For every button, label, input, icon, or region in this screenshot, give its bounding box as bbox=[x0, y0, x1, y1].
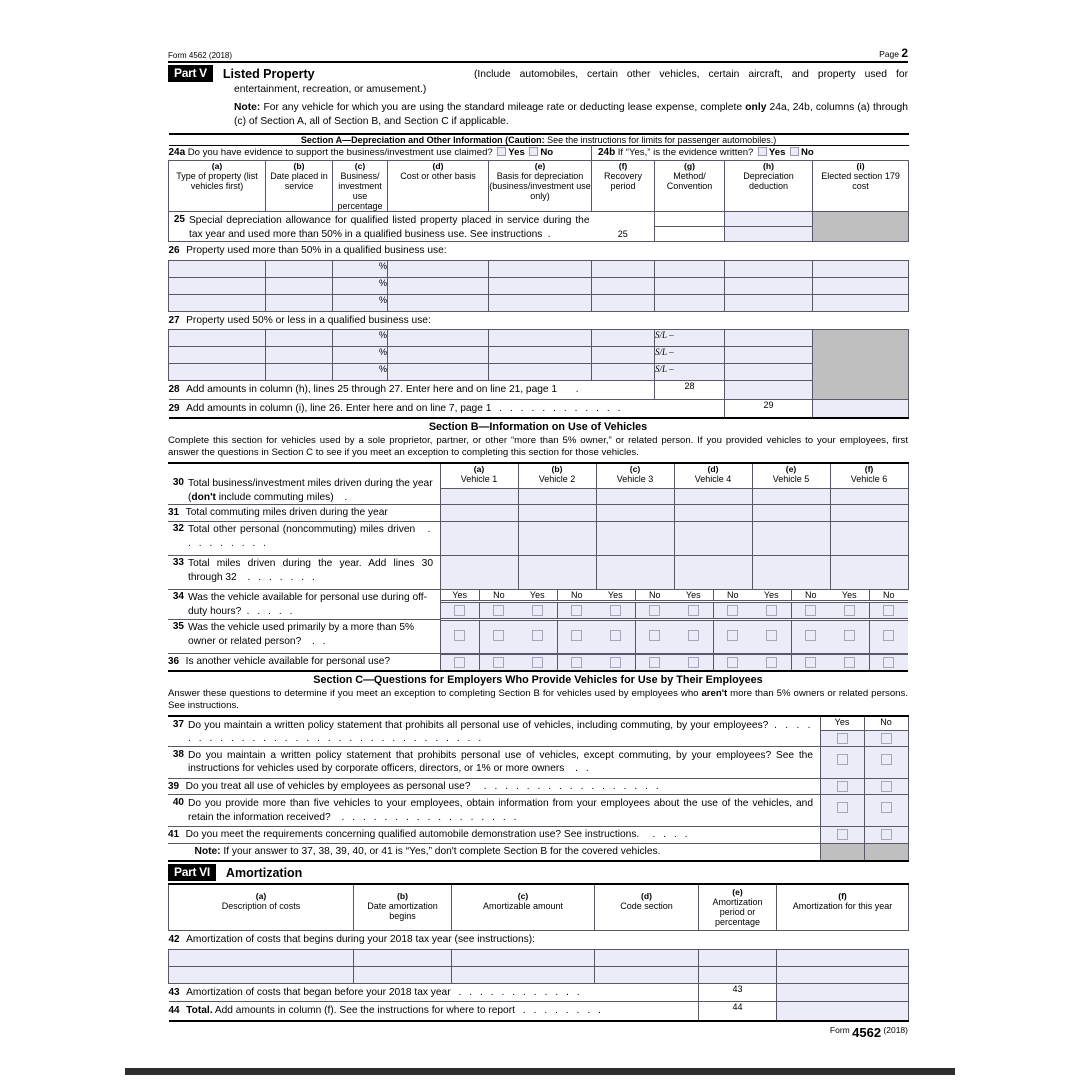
cell-26b[interactable] bbox=[266, 294, 333, 311]
line-31-row bbox=[168, 505, 908, 522]
line-43-amount[interactable] bbox=[777, 983, 909, 1002]
line-36-v6-yes[interactable] bbox=[830, 654, 869, 670]
cell-27c[interactable]: % bbox=[333, 364, 388, 381]
part-vi-title: Amortization bbox=[225, 865, 303, 880]
line-25-g bbox=[655, 212, 725, 227]
line-24a: 24a Do you have evidence to support the business/investment use claimed? Yes No bbox=[169, 146, 592, 161]
line-29-row bbox=[169, 399, 909, 418]
line-26-entry-row bbox=[169, 277, 909, 294]
cell-26f[interactable] bbox=[592, 294, 655, 311]
amort-col-b: (b) Date amortization begins bbox=[354, 884, 452, 931]
vehicle-header-4: (d) Vehicle 4 bbox=[674, 463, 752, 489]
line-29-text: 29 Add amounts in column (i), line 26. Enter here and on line 7, page 1 . . . . . . . . . . . . bbox=[169, 399, 725, 418]
cell-27h[interactable] bbox=[725, 347, 813, 364]
line-34-v2-yes[interactable] bbox=[518, 602, 557, 618]
amort-cell-a[interactable] bbox=[169, 949, 354, 966]
line-34-v4-no[interactable] bbox=[713, 602, 752, 618]
line-36-v2-no[interactable] bbox=[557, 654, 596, 670]
line-35-v2-yes[interactable] bbox=[518, 620, 557, 653]
line-32-text: 32 Total other personal (noncommuting) miles driven . . . . . . . . . bbox=[168, 522, 440, 556]
part-v-title: Listed Property bbox=[222, 66, 315, 81]
cell-27b[interactable] bbox=[266, 330, 333, 347]
page-indicator: Page 2 bbox=[879, 46, 908, 60]
line-38-row bbox=[168, 746, 908, 778]
line-30-v4[interactable] bbox=[674, 489, 752, 505]
line-33-v1[interactable] bbox=[440, 556, 518, 590]
line-25-text: 25 Special depreciation allowance for qualified listed property placed in service during the tax year and used more than 50% in a qualified business use. See instructions . bbox=[169, 212, 592, 242]
cell-26e[interactable] bbox=[489, 277, 592, 294]
cell-27c[interactable]: % bbox=[333, 347, 388, 364]
line-41-row bbox=[168, 827, 908, 844]
cell-27a[interactable] bbox=[169, 330, 266, 347]
line-27-i-shaded bbox=[813, 330, 909, 400]
column-header-b: (b) Date placed in service bbox=[266, 161, 333, 212]
line-24b: 24b If “Yes,” is the evidence written? Yes No bbox=[592, 146, 909, 161]
cell-26d[interactable] bbox=[388, 260, 489, 277]
section-b-intro: Complete this section for vehicles used by a sole proprietor, partner, or other “more than 5% owner,” or related person. If you provided vehicles to your employees, first answer the questions in Section C to see if you meet an exception to completing this section for those vehicles. bbox=[168, 435, 908, 458]
cell-26b[interactable] bbox=[266, 260, 333, 277]
cell-26h[interactable] bbox=[725, 294, 813, 311]
line-35-v6-yes[interactable] bbox=[830, 620, 869, 653]
cell-27b[interactable] bbox=[266, 364, 333, 381]
column-header-i: (i) Elected section 179 cost bbox=[813, 161, 909, 212]
cell-27g-sl[interactable]: S/L – bbox=[655, 347, 725, 364]
cell-27a[interactable] bbox=[169, 347, 266, 364]
line-37-text: 37 Do you maintain a written policy statement that prohibits all personal use of vehicles, including commuting, by your employees? . . . . . . . . . . . . . . . . . . . . . . . . . . . . . . . . bbox=[168, 716, 820, 747]
section-a-table bbox=[168, 133, 909, 419]
line-30-v3[interactable] bbox=[596, 489, 674, 505]
page-header bbox=[168, 46, 908, 61]
amort-cell-d[interactable] bbox=[595, 966, 699, 983]
amort-cell-a[interactable] bbox=[169, 966, 354, 983]
line-34-v1-no[interactable] bbox=[479, 602, 518, 618]
line-25-i-shaded bbox=[813, 212, 909, 242]
cell-26c[interactable]: % bbox=[333, 260, 388, 277]
line-36-text: 36 Is another vehicle available for personal use? bbox=[168, 654, 440, 671]
line-25-g-cont bbox=[655, 227, 725, 242]
line-37-no[interactable] bbox=[864, 730, 908, 746]
line-36-row bbox=[168, 654, 908, 671]
amort-cell-b[interactable] bbox=[354, 949, 452, 966]
cell-27d[interactable] bbox=[388, 364, 489, 381]
line-33-v4[interactable] bbox=[674, 556, 752, 590]
cell-26i[interactable] bbox=[813, 277, 909, 294]
line-32-v1[interactable] bbox=[440, 522, 518, 556]
line-34-v5-yes[interactable] bbox=[752, 602, 791, 618]
line-43-row bbox=[169, 983, 909, 1002]
column-header-f: (f) Recovery period bbox=[592, 161, 655, 212]
line-43-box: 43 bbox=[699, 983, 777, 1002]
cell-27f[interactable] bbox=[592, 330, 655, 347]
cell-27h[interactable] bbox=[725, 330, 813, 347]
line-39-yes[interactable] bbox=[820, 778, 864, 795]
vehicle-header-1: (a) Vehicle 1 bbox=[440, 463, 518, 489]
section-b-table bbox=[168, 462, 909, 672]
cell-26c[interactable]: % bbox=[333, 294, 388, 311]
cell-27g-sl[interactable]: S/L – bbox=[655, 330, 725, 347]
line-40-yes[interactable] bbox=[820, 795, 864, 827]
cell-26h[interactable] bbox=[725, 260, 813, 277]
section-c-note: Note: If your answer to 37, 38, 39, 40, or 41 is “Yes,” don't complete Section B for the covered vehicles. bbox=[168, 843, 820, 861]
line-43-text: 43 Amortization of costs that began before your 2018 tax year . . . . . . . . . . . . bbox=[169, 983, 699, 1002]
section-c-table bbox=[168, 715, 909, 863]
line-42-entry-row bbox=[169, 966, 909, 983]
line-29-box: 29 bbox=[725, 399, 813, 418]
form-id-label: Form 4562 (2018) bbox=[168, 51, 233, 60]
vehicle-header-6: (f) Vehicle 6 bbox=[830, 463, 908, 489]
page-bottom-bar bbox=[125, 1068, 955, 1075]
no-label-v1: No bbox=[479, 590, 518, 601]
line-32-v5[interactable] bbox=[752, 522, 830, 556]
line-34-text: 34 Was the vehicle available for personal use during off-duty hours? . . . . . bbox=[168, 590, 440, 620]
line-44-box: 44 bbox=[699, 1002, 777, 1021]
cell-27e[interactable] bbox=[489, 364, 592, 381]
line-27-entry-row bbox=[169, 330, 909, 347]
line-41-yes[interactable] bbox=[820, 827, 864, 844]
line-28-amount[interactable] bbox=[725, 381, 813, 400]
cell-27c[interactable]: % bbox=[333, 330, 388, 347]
cell-26e[interactable] bbox=[489, 294, 592, 311]
column-header-e: (e) Basis for depreciation (business/investment use only) bbox=[489, 161, 592, 212]
vehicle-header-2: (b) Vehicle 2 bbox=[518, 463, 596, 489]
line-26-entry-row bbox=[169, 294, 909, 311]
line-31-v5[interactable] bbox=[752, 505, 830, 522]
line-30-v6[interactable] bbox=[830, 489, 908, 505]
part-vi-bar bbox=[168, 862, 908, 881]
no-label-v5: No bbox=[791, 590, 830, 601]
cell-26a[interactable] bbox=[169, 277, 266, 294]
cell-26g[interactable] bbox=[655, 277, 725, 294]
no-label-v6: No bbox=[869, 590, 908, 601]
checkbox-24b-no[interactable] bbox=[790, 147, 799, 156]
line-44-amount[interactable] bbox=[777, 1002, 909, 1021]
line-36-v3-no[interactable] bbox=[635, 654, 674, 670]
line-35-v3-no[interactable] bbox=[635, 620, 674, 653]
cell-26i[interactable] bbox=[813, 260, 909, 277]
cell-26a[interactable] bbox=[169, 294, 266, 311]
cell-27g-sl[interactable]: S/L – bbox=[655, 364, 725, 381]
line-25-h[interactable] bbox=[725, 212, 813, 227]
line-34-v1-yes[interactable] bbox=[441, 602, 480, 618]
line-31-text: 31 Total commuting miles driven during the year bbox=[168, 505, 440, 522]
form-4562-page-2 bbox=[168, 46, 908, 1040]
line-35-v6-no[interactable] bbox=[869, 620, 908, 653]
cell-26g[interactable] bbox=[655, 260, 725, 277]
note-shaded-yes bbox=[820, 843, 864, 861]
amort-cell-d[interactable] bbox=[595, 949, 699, 966]
column-header-d: (d) Cost or other basis bbox=[388, 161, 489, 212]
cell-27f[interactable] bbox=[592, 347, 655, 364]
line-32-v2[interactable] bbox=[518, 522, 596, 556]
line-37-yes[interactable] bbox=[820, 730, 864, 746]
cell-26f[interactable] bbox=[592, 277, 655, 294]
section-c-no-label: No bbox=[864, 716, 908, 731]
part-vi-table bbox=[168, 883, 909, 1022]
line-31-v4[interactable] bbox=[674, 505, 752, 522]
column-header-g: (g) Method/ Convention bbox=[655, 161, 725, 212]
line-34-v2-no[interactable] bbox=[557, 602, 596, 618]
line-32-v3[interactable] bbox=[596, 522, 674, 556]
line-30-v1[interactable] bbox=[440, 489, 518, 505]
line-36-v4-no[interactable] bbox=[713, 654, 752, 670]
cell-27d[interactable] bbox=[388, 347, 489, 364]
cell-26b[interactable] bbox=[266, 277, 333, 294]
checkbox-24a-no[interactable] bbox=[529, 147, 538, 156]
line-36-v5-yes[interactable] bbox=[752, 654, 791, 670]
line-44-text: 44 Total. Add amounts in column (f). See the instructions for where to report . . . . . . . . bbox=[169, 1002, 699, 1021]
cell-26d[interactable] bbox=[388, 277, 489, 294]
line-35-v5-no[interactable] bbox=[791, 620, 830, 653]
footer-form-word: Form bbox=[829, 1024, 850, 1035]
line-30-v2[interactable] bbox=[518, 489, 596, 505]
line-35-text: 35 Was the vehicle used primarily by a more than 5% owner or related person? . . bbox=[168, 620, 440, 654]
line-31-v1[interactable] bbox=[440, 505, 518, 522]
vehicle-header-5: (e) Vehicle 5 bbox=[752, 463, 830, 489]
cell-26g[interactable] bbox=[655, 294, 725, 311]
line-27-entry-row bbox=[169, 364, 909, 381]
line-40-text: 40 Do you provide more than five vehicles to your employees, obtain information from your employees about the use of the vehicles, and retain the information received? . . . . . . . . . . . . . . . . . bbox=[168, 795, 820, 827]
line-36-v5-no[interactable] bbox=[791, 654, 830, 670]
part-v-note: Note: For any vehicle for which you are using the standard mileage rate or deducting lease expense, complete only 24a, 24b, columns (a) through (c) of Section A, all of Section B, and Section C if applicable. bbox=[234, 102, 908, 127]
yes-label-v6: Yes bbox=[830, 590, 869, 601]
amort-col-f: (f) Amortization for this year bbox=[777, 884, 909, 931]
part-v-intro: (Include automobiles, certain other vehicles, certain aircraft, and property used for entertainment, recreation, or amusement.) bbox=[234, 69, 908, 95]
line-27-entry-row bbox=[169, 347, 909, 364]
checkbox-24b-yes[interactable] bbox=[758, 147, 767, 156]
yes-label-v2: Yes bbox=[518, 590, 557, 601]
line-31-v3[interactable] bbox=[596, 505, 674, 522]
cell-27f[interactable] bbox=[592, 364, 655, 381]
section-c-note-row bbox=[168, 843, 908, 861]
section-b-title: Section B—Information on Use of Vehicles bbox=[428, 421, 648, 433]
cell-26f[interactable] bbox=[592, 260, 655, 277]
line-36-v1-yes[interactable] bbox=[441, 654, 480, 670]
line-38-text: 38 Do you maintain a written policy statement that prohibits personal use of vehicles, except commuting, by your employees? See the instructions for vehicles used by corporate officers, directors, or 1% or more owners . . bbox=[168, 746, 820, 778]
amort-col-e: (e) Amortization period or percentage bbox=[699, 884, 777, 931]
line-35-v3-yes[interactable] bbox=[596, 620, 635, 653]
line-36-v1-no[interactable] bbox=[479, 654, 518, 670]
line-32-v4[interactable] bbox=[674, 522, 752, 556]
yes-label-v5: Yes bbox=[752, 590, 791, 601]
line-25-h-cont[interactable] bbox=[725, 227, 813, 242]
form-footer bbox=[168, 1022, 908, 1040]
amort-col-d: (d) Code section bbox=[595, 884, 699, 931]
line-33-text: 33 Total miles driven during the year. Add lines 30 through 32 . . . . . . . bbox=[168, 556, 440, 590]
line-33-v6[interactable] bbox=[830, 556, 908, 590]
line-42-entry-row bbox=[169, 949, 909, 966]
line-39-no[interactable] bbox=[864, 778, 908, 795]
line-25-box: 25 bbox=[592, 212, 655, 242]
line-31-v2[interactable] bbox=[518, 505, 596, 522]
line-35-v4-no[interactable] bbox=[713, 620, 752, 653]
yes-label-v4: Yes bbox=[674, 590, 713, 601]
line-40-row bbox=[168, 795, 908, 827]
line-34-v6-no[interactable] bbox=[869, 602, 908, 618]
line-33-v2[interactable] bbox=[518, 556, 596, 590]
amort-cell-c[interactable] bbox=[452, 966, 595, 983]
column-header-c: (c) Business/ investment use percentage bbox=[333, 161, 388, 212]
line-25-row bbox=[169, 212, 909, 227]
amort-cell-f[interactable] bbox=[777, 949, 909, 966]
line-42-label: 42 Amortization of costs that begins during your 2018 tax year (see instructions): bbox=[169, 931, 909, 950]
vehicle-header-3: (c) Vehicle 3 bbox=[596, 463, 674, 489]
column-header-h: (h) Depreciation deduction bbox=[725, 161, 813, 212]
checkbox-24a-yes[interactable] bbox=[497, 147, 506, 156]
part-vi-tag: Part VI bbox=[168, 864, 216, 881]
line-36-v2-yes[interactable] bbox=[518, 654, 557, 670]
section-a-column-headers bbox=[169, 161, 909, 212]
line-35-v1-yes[interactable] bbox=[441, 620, 480, 653]
line-40-no[interactable] bbox=[864, 795, 908, 827]
line-41-text: 41 Do you meet the requirements concerning qualified automobile demonstration use? See instructions. . . . . bbox=[168, 827, 820, 844]
no-label-v2: No bbox=[557, 590, 596, 601]
note-label: Note: bbox=[234, 102, 261, 113]
footer-year: (2018) bbox=[883, 1024, 908, 1035]
line-38-no[interactable] bbox=[864, 746, 908, 778]
line-29-amount[interactable] bbox=[813, 399, 909, 418]
line-28-box: 28 bbox=[655, 381, 725, 400]
amort-cell-b[interactable] bbox=[354, 966, 452, 983]
cell-27a[interactable] bbox=[169, 364, 266, 381]
line-36-v6-no[interactable] bbox=[869, 654, 908, 670]
amort-col-c: (c) Amortizable amount bbox=[452, 884, 595, 931]
line-34-v3-yes[interactable] bbox=[596, 602, 635, 618]
yes-no-header-row bbox=[168, 590, 908, 602]
line-33-v5[interactable] bbox=[752, 556, 830, 590]
line-35-row bbox=[168, 620, 908, 654]
line-33-row bbox=[168, 556, 908, 590]
cell-26a[interactable] bbox=[169, 260, 266, 277]
cell-26h[interactable] bbox=[725, 277, 813, 294]
cell-26d[interactable] bbox=[388, 294, 489, 311]
yes-label-v3: Yes bbox=[596, 590, 635, 601]
amort-cell-e[interactable] bbox=[699, 966, 777, 983]
cell-27h[interactable] bbox=[725, 364, 813, 381]
section-c-intro: Answer these questions to determine if you meet an exception to completing Section B for vehicles used by employees who aren't more than 5% owners or related persons. See instructions. bbox=[168, 687, 908, 711]
no-label-v3: No bbox=[635, 590, 674, 601]
line-30-v5[interactable] bbox=[752, 489, 830, 505]
cell-27e[interactable] bbox=[489, 330, 592, 347]
line-34-v6-yes[interactable] bbox=[830, 602, 869, 618]
line-34-v5-no[interactable] bbox=[791, 602, 830, 618]
cell-26e[interactable] bbox=[489, 260, 592, 277]
line-26-entry-row bbox=[169, 260, 909, 277]
amort-cell-c[interactable] bbox=[452, 949, 595, 966]
line-37-row bbox=[168, 716, 908, 731]
column-header-a: (a) Type of property (list vehicles first) bbox=[169, 161, 266, 212]
line-34-v3-no[interactable] bbox=[635, 602, 674, 618]
line-31-v6[interactable] bbox=[830, 505, 908, 522]
amort-col-a: (a) Description of costs bbox=[169, 884, 354, 931]
yes-label-v1: Yes bbox=[441, 590, 480, 601]
cell-27d[interactable] bbox=[388, 330, 489, 347]
cell-27e[interactable] bbox=[489, 347, 592, 364]
note-shaded-no bbox=[864, 843, 908, 861]
amort-cell-e[interactable] bbox=[699, 949, 777, 966]
part-v-tag: Part V bbox=[168, 65, 213, 82]
cell-26c[interactable]: % bbox=[333, 277, 388, 294]
line-38-yes[interactable] bbox=[820, 746, 864, 778]
line-36-v4-yes[interactable] bbox=[674, 654, 713, 670]
section-a-title: Section A—Depreciation and Other Information (Caution: See the instructions for limits for passenger automobiles.) bbox=[169, 134, 909, 146]
cell-26i[interactable] bbox=[813, 294, 909, 311]
line-35-v5-yes[interactable] bbox=[752, 620, 791, 653]
line-33-v3[interactable] bbox=[596, 556, 674, 590]
line-30-text: 30 Total business/investment miles driven during the year (don't include commuting miles) . bbox=[168, 463, 440, 505]
line-28-text: 28 Add amounts in column (h), lines 25 through 27. Enter here and on line 21, page 1 . bbox=[169, 381, 655, 400]
line-39-text: 39 Do you treat all use of vehicles by employees as personal use? . . . . . . . . . . . . . . . . . bbox=[168, 778, 820, 795]
part-vi-column-headers bbox=[169, 884, 909, 931]
line-32-row bbox=[168, 522, 908, 556]
line-28-row bbox=[169, 381, 909, 400]
line-35-v2-no[interactable] bbox=[557, 620, 596, 653]
line-32-v6[interactable] bbox=[830, 522, 908, 556]
line-36-v3-yes[interactable] bbox=[596, 654, 635, 670]
footer-form-number: 4562 bbox=[852, 1024, 882, 1040]
line-39-row bbox=[168, 778, 908, 795]
line-34-v4-yes[interactable] bbox=[674, 602, 713, 618]
line-44-row bbox=[169, 1002, 909, 1021]
cell-27b[interactable] bbox=[266, 347, 333, 364]
amort-cell-f[interactable] bbox=[777, 966, 909, 983]
section-c-yes-label: Yes bbox=[820, 716, 864, 731]
line-27-label: 27 Property used 50% or less in a qualified business use: bbox=[169, 311, 909, 330]
no-label-v4: No bbox=[713, 590, 752, 601]
line-35-v1-no[interactable] bbox=[479, 620, 518, 653]
line-41-no[interactable] bbox=[864, 827, 908, 844]
section-c-title: Section C—Questions for Employers Who Provide Vehicles for Use by Their Employees bbox=[313, 673, 763, 686]
line-35-v4-yes[interactable] bbox=[674, 620, 713, 653]
line-26-label: 26 Property used more than 50% in a qualified business use: bbox=[169, 242, 909, 261]
